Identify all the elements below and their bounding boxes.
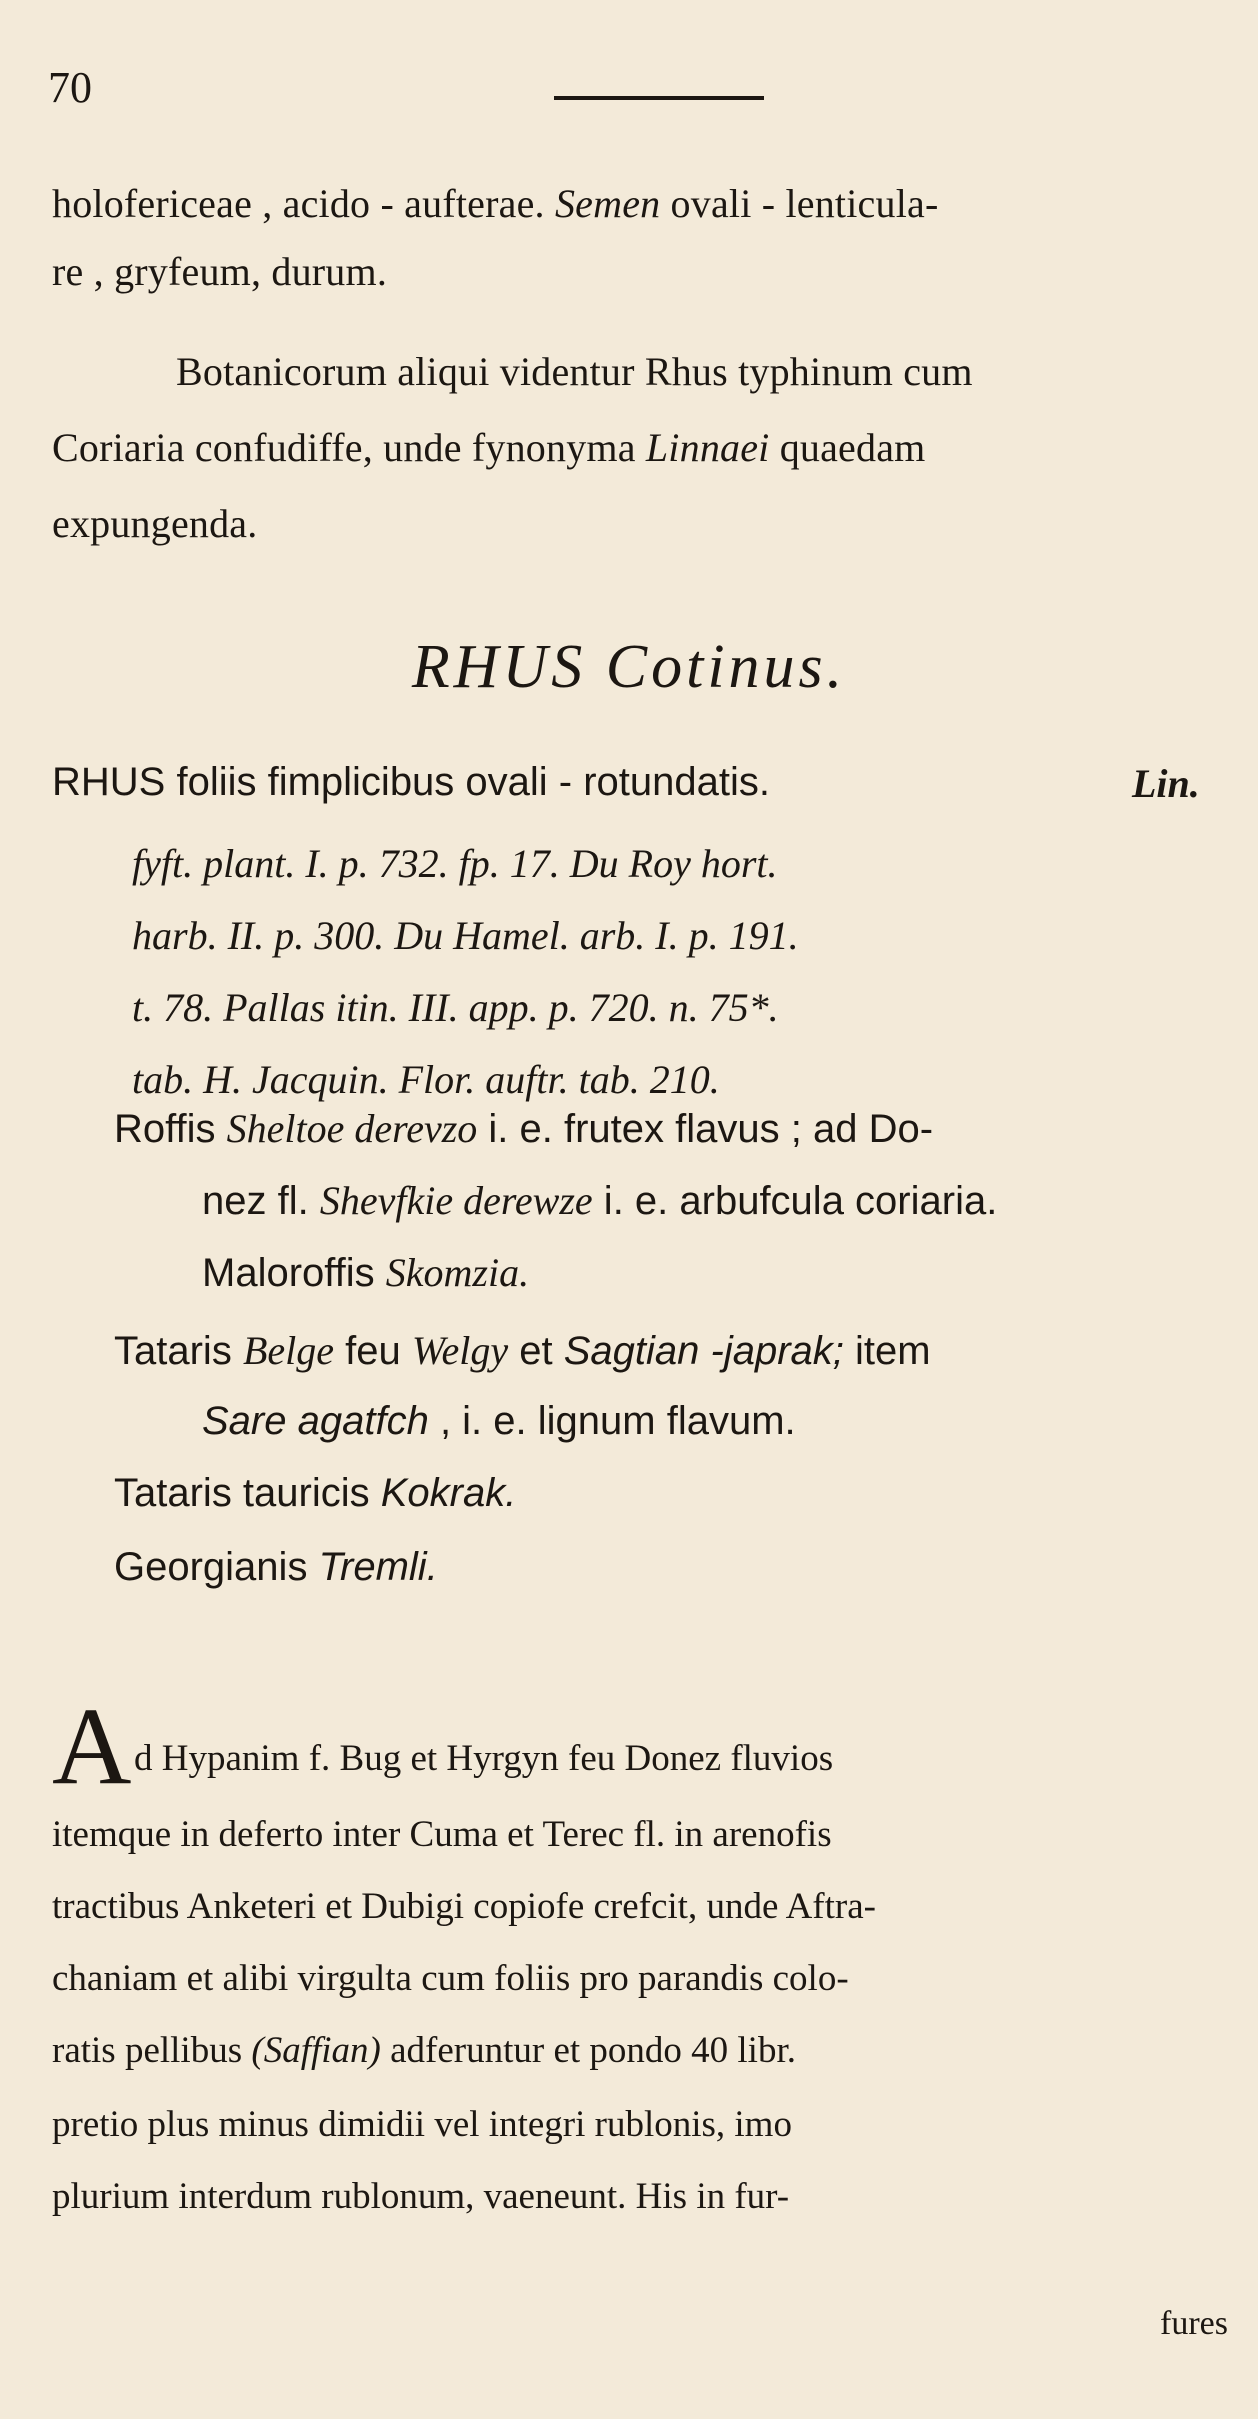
body-line-7: plurium interdum rublonum, vaeneunt. His in fur- xyxy=(52,2176,790,2217)
body-line-6: pretio plus minus dimidii vel integri rublonis, imo xyxy=(52,2104,792,2145)
names-line-2: nez fl. Shevfkie derewze i. e. arbufcula coriaria. xyxy=(202,1178,998,1223)
body-line-2: itemque in deferto inter Cuma et Terec fl. in arenofis xyxy=(52,1814,832,1855)
catchword: fures xyxy=(1160,2305,1228,2342)
intro-line-5: expungenda. xyxy=(52,501,258,546)
names-line-6: Tataris tauricis Kokrak. xyxy=(114,1471,517,1515)
names-line-7: Georgianis Tremli. xyxy=(114,1545,438,1589)
body-line-5: ratis pellibus (Saffian) adferuntur et pondo 40 libr. xyxy=(52,2030,796,2071)
body-line-4: chaniam et alibi virgulta cum foliis pro parandis colo- xyxy=(52,1958,849,1999)
entry-line-5: tab. H. Jacquin. Flor. auftr. tab. 210. xyxy=(132,1057,720,1102)
drop-cap: A xyxy=(52,1685,132,1807)
intro-line-1: holofericeae , acido - aufterae. Semen ovali - lenticula- xyxy=(52,181,939,226)
body-line-3: tractibus Anketeri et Dubigi copiofe crefcit, unde Aftra- xyxy=(52,1886,876,1927)
header-rule xyxy=(554,96,764,100)
entry-line-3: harb. II. p. 300. Du Hamel. arb. I. p. 191. xyxy=(132,913,799,958)
body-line-1: d Hypanim f. Bug et Hyrgyn feu Donez fluvios xyxy=(134,1738,834,1779)
page-number: 70 xyxy=(48,63,92,112)
species-heading: RHUS Cotinus. xyxy=(411,633,847,701)
entry-line-4: t. 78. Pallas itin. III. app. p. 720. n. 75*. xyxy=(132,985,779,1030)
intro-line-2: re , gryfeum, durum. xyxy=(52,249,388,294)
entry-line-1: RHUS foliis fimplicibus ovali - rotundatis. xyxy=(52,760,771,804)
intro-line-3: Botanicorum aliqui videntur Rhus typhinum cum xyxy=(176,349,973,394)
names-line-3: Maloroffis Skomzia. xyxy=(202,1250,530,1295)
intro-line-4: Coriaria confudiffe, unde fynonyma Linnaei quaedam xyxy=(52,425,926,470)
names-line-1: Roffis Sheltoe derevzo i. e. frutex flavus ; ad Do- xyxy=(114,1106,934,1151)
names-line-5: Sare agatfch , i. e. lignum flavum. xyxy=(202,1399,796,1443)
names-line-4: Tataris Belge feu Welgy et Sagtian -japrak; item xyxy=(114,1328,931,1373)
entry-line-2: fyft. plant. I. p. 732. fp. 17. Du Roy hort. xyxy=(132,841,778,886)
entry-lin-ref: Lin. xyxy=(1132,761,1200,806)
page-header xyxy=(48,62,1218,122)
